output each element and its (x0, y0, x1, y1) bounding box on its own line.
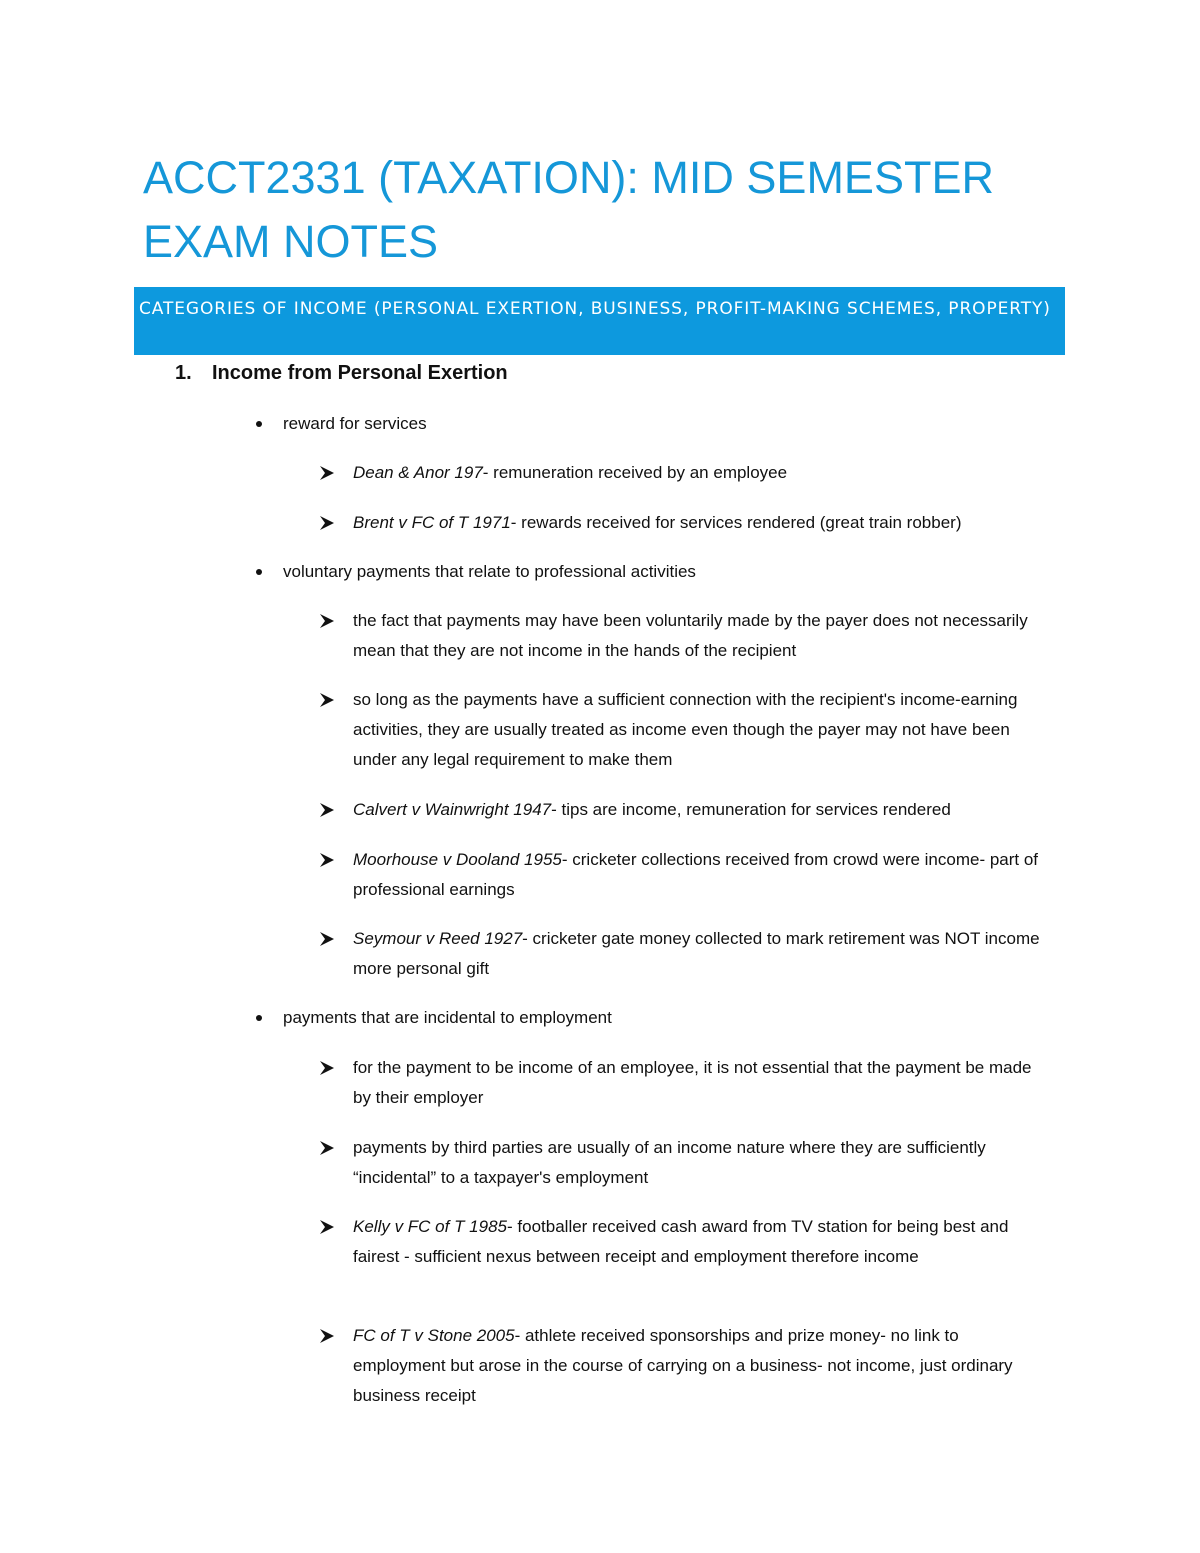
arrowhead-bullet-icon (318, 924, 338, 954)
bullet-dot-icon (256, 569, 262, 575)
sub-item-text: - remuneration received by an employee (482, 463, 788, 482)
sub-item (318, 1133, 1048, 1193)
page-title: ACCT2331 (TAXATION): MID SEMESTER EXAM NOTES (143, 152, 994, 267)
sub-item-text: - tips are income, remuneration for services rendered (551, 800, 951, 819)
arrowhead-bullet-icon (318, 1212, 338, 1242)
arrowhead-bullet-icon (318, 685, 338, 715)
sub-item-text: - cricketer gate money collected to mark retirement was NOT income more personal gift (353, 929, 1040, 978)
sub-item-text: - cricketer collections received from crowd were income- part of professional earnings (353, 850, 1039, 899)
sub-item (318, 1053, 1048, 1113)
case-name: Seymour v Reed 1927 (353, 929, 523, 948)
bullet-dot-icon (256, 421, 262, 427)
sub-item-text: - athlete received sponsorships and prize money- no link to employment but arose in the course of carrying on a business- not income, just ordinary business receipt (353, 1326, 1013, 1405)
sub-item-text: the fact that payments may have been voluntarily made by the payer does not necessarily mean that they are not income in the hands of the recipient (353, 611, 1028, 660)
sub-item-text: - footballer received cash award from TV station for being best and fairest - sufficient nexus between receipt and employment therefore income (353, 1217, 1009, 1266)
case-name: Kelly v FC of T 1985 (353, 1217, 508, 1236)
case-name: Moorhouse v Dooland 1955 (353, 850, 562, 869)
arrowhead-bullet-icon (318, 1053, 338, 1083)
sub-item (318, 845, 1048, 905)
bullet-text: reward for services (283, 414, 427, 433)
bullet-text: payments that are incidental to employment (283, 1008, 612, 1027)
case-name: FC of T v Stone 2005 (353, 1326, 515, 1345)
sub-item-text: so long as the payments have a sufficient connection with the recipient's income-earning activities, they are usually treated as income even though the payer may not have been under any legal requirement to make them (353, 690, 1018, 769)
sub-item-text: for the payment to be income of an employee, it is not essential that the payment be made by their employer (353, 1058, 1032, 1107)
sub-item (318, 458, 1048, 488)
case-name: Calvert v Wainwright 1947 (353, 800, 552, 819)
sub-item (318, 1212, 1048, 1272)
arrowhead-bullet-icon (318, 1133, 338, 1163)
case-name: Brent v FC of T 1971 (353, 513, 511, 532)
section-header-bar (134, 287, 1065, 355)
sub-item (318, 508, 1048, 538)
sub-item-text: payments by third parties are usually of an income nature where they are sufficiently “incidental” to a taxpayer's employment (353, 1138, 986, 1187)
sub-item (318, 924, 1048, 984)
case-name: Dean & Anor 197 (353, 463, 483, 482)
arrowhead-bullet-icon (318, 1321, 338, 1351)
arrowhead-bullet-icon (318, 508, 338, 538)
section-header-text: CATEGORIES OF INCOME (PERSONAL EXERTION, BUSINESS, PROFIT-MAKING SCHEMES, PROPERTY) (139, 299, 1051, 319)
heading-number: 1. (175, 362, 192, 384)
sub-item (318, 606, 1048, 666)
arrowhead-bullet-icon (318, 606, 338, 636)
heading-text: Income from Personal Exertion (212, 362, 508, 384)
sub-item (318, 1321, 1048, 1411)
bullet-text: voluntary payments that relate to professional activities (283, 562, 696, 581)
heading-income-personal-exertion (175, 358, 508, 388)
sub-item (318, 795, 1048, 825)
arrowhead-bullet-icon (318, 458, 338, 488)
sub-item (318, 685, 1048, 775)
arrowhead-bullet-icon (318, 845, 338, 875)
arrowhead-bullet-icon (318, 795, 338, 825)
sub-item-text: - rewards received for services rendered (great train robber) (510, 513, 962, 532)
bullet-dot-icon (256, 1015, 262, 1021)
